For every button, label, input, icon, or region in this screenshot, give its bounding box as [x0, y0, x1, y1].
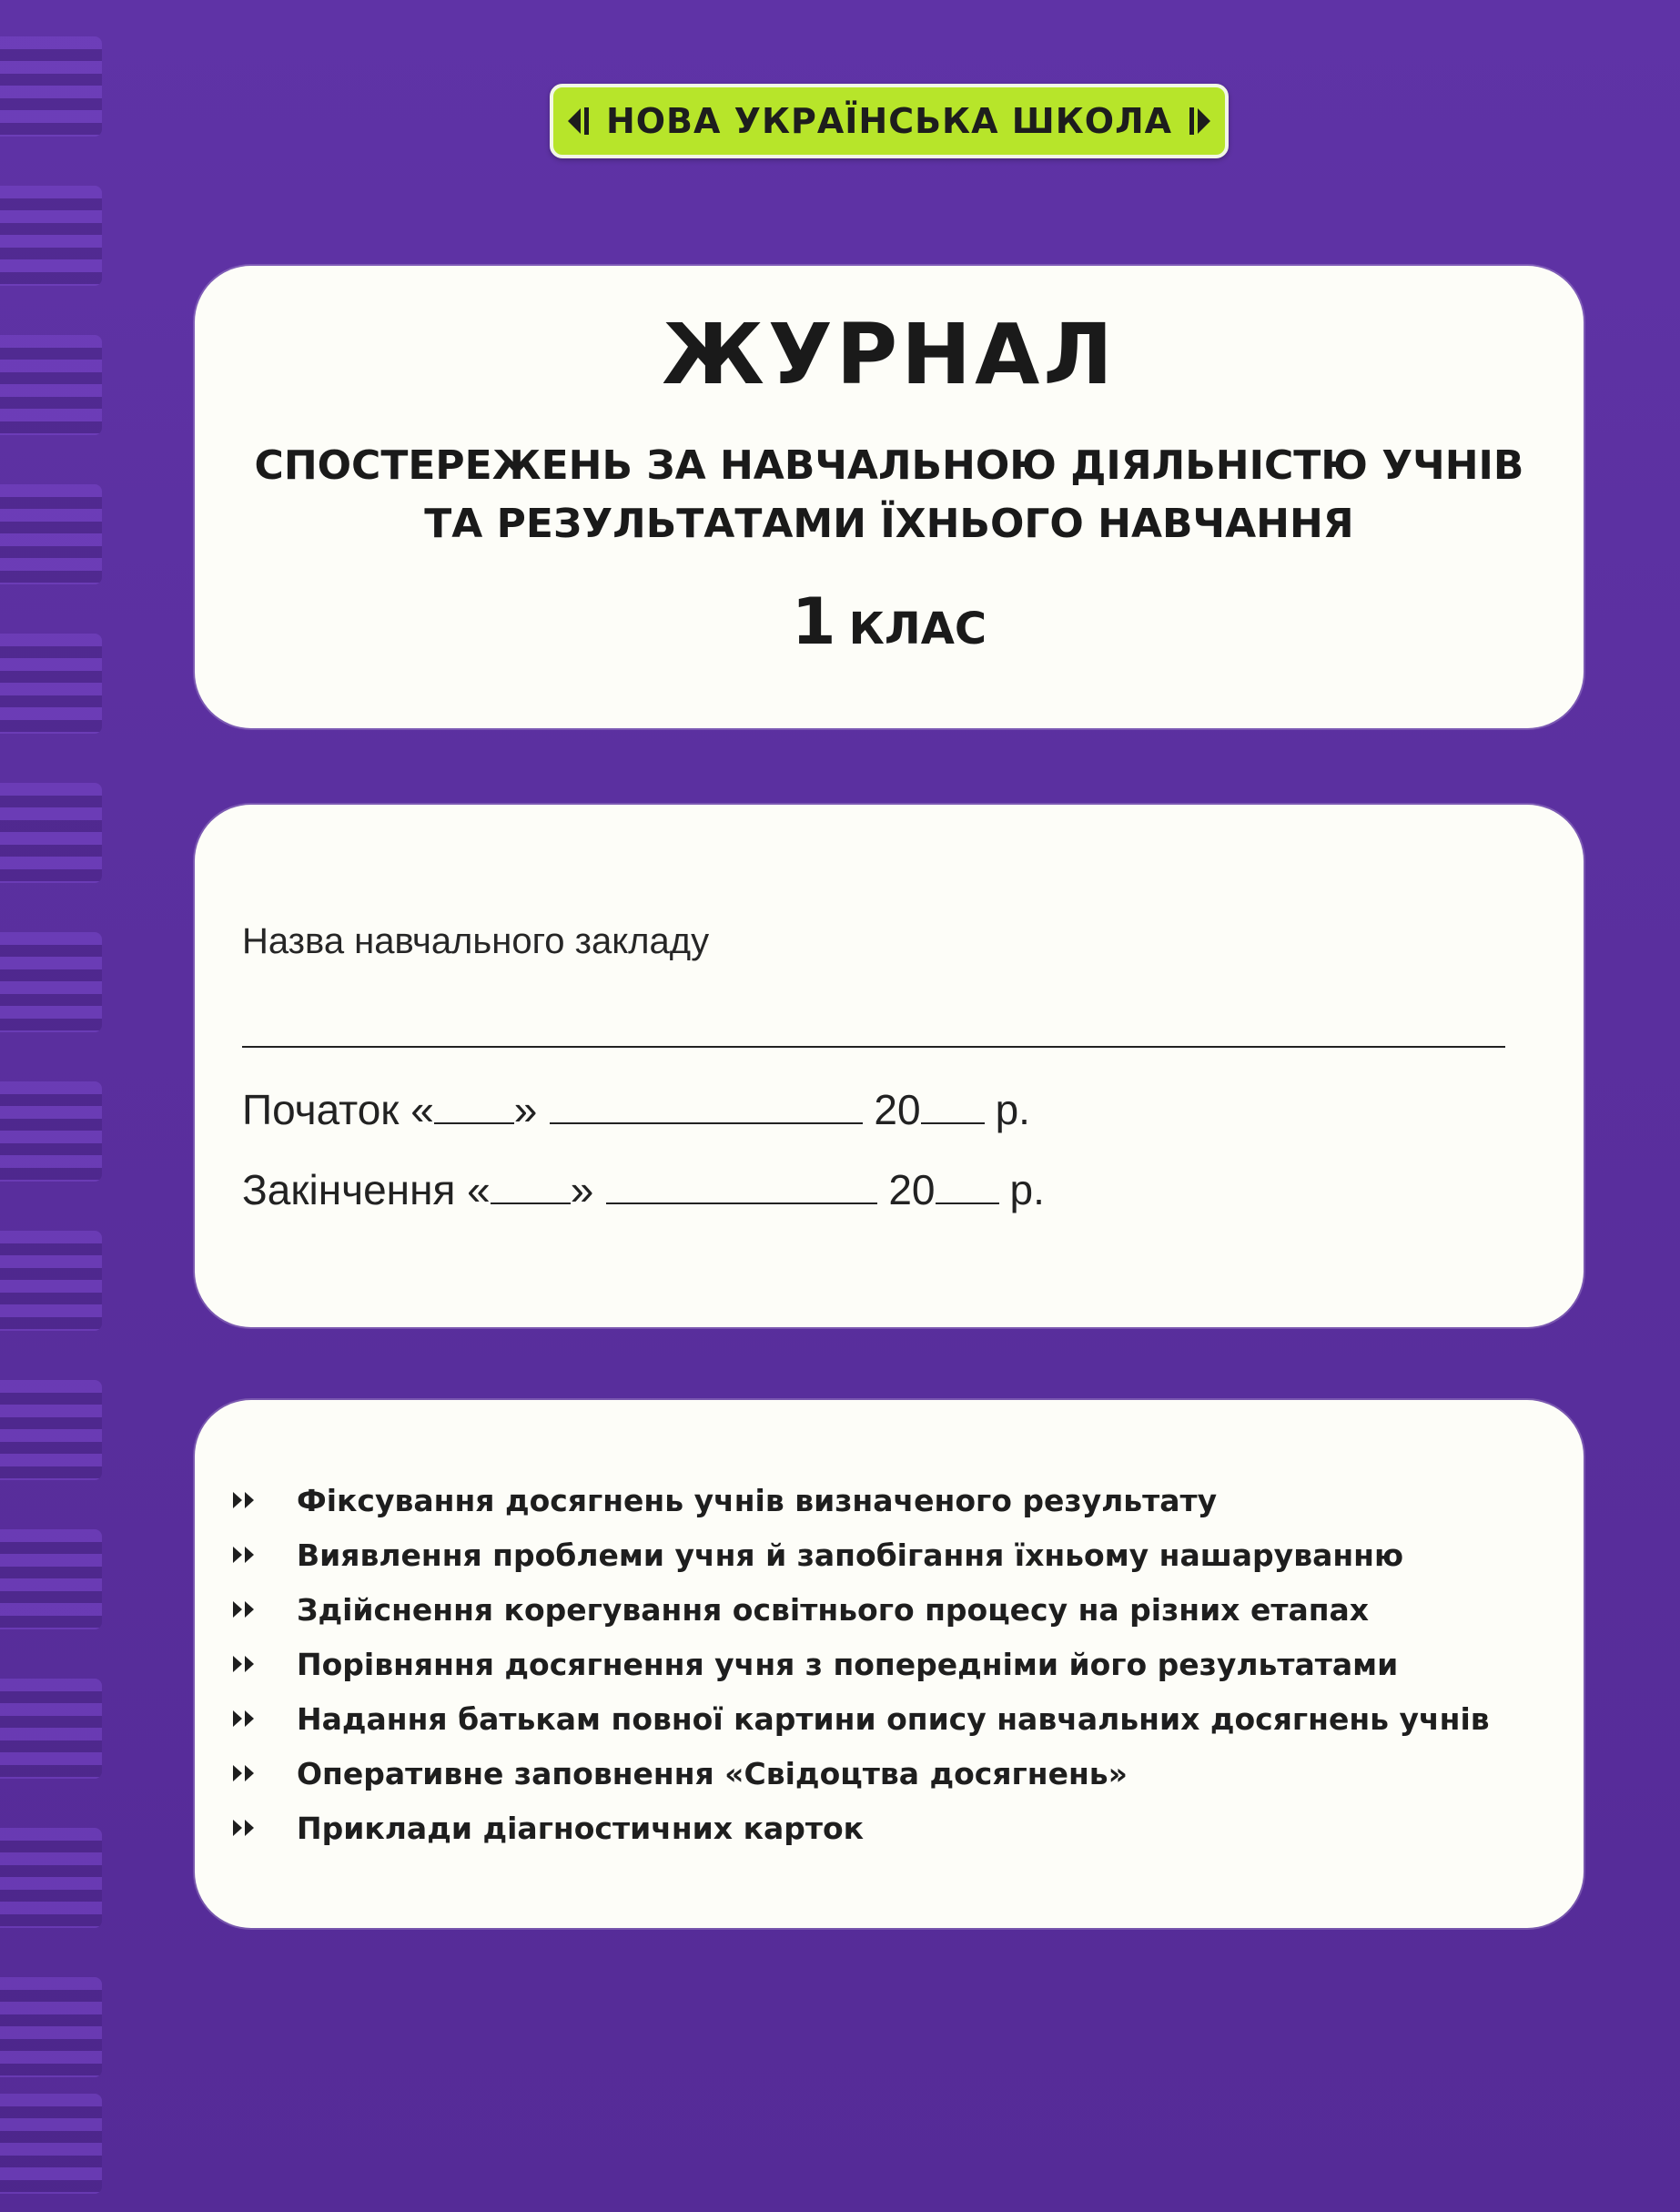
- play-left-icon: [566, 101, 590, 141]
- binding-slot: [0, 186, 102, 286]
- double-chevron-right-icon: [231, 1818, 264, 1838]
- features-panel: [195, 1400, 1584, 1928]
- start-quote-close: »: [513, 1086, 538, 1133]
- grade-word: КЛАС: [848, 604, 987, 654]
- start-label: Початок «: [242, 1086, 434, 1133]
- features-list: [231, 1473, 1490, 1855]
- feature-text: Надання батькам повної картини опису навчальних досягнень учнів: [297, 1700, 1490, 1737]
- binding-slot: [0, 36, 102, 137]
- feature-item: [231, 1691, 1490, 1746]
- double-chevron-right-icon: [231, 1654, 264, 1674]
- feature-item: [231, 1746, 1490, 1801]
- feature-item: [231, 1527, 1490, 1582]
- binding-slot: [0, 1380, 102, 1480]
- end-year-prefix: 20: [888, 1166, 936, 1213]
- binding-slot: [0, 1977, 102, 2077]
- end-day-blank[interactable]: [491, 1173, 571, 1204]
- end-year-suffix: р.: [1009, 1166, 1045, 1213]
- feature-text: Виявлення проблеми учня й запобігання їхньому нашаруванню: [297, 1537, 1404, 1573]
- spiral-binding: [0, 0, 109, 2212]
- grade-number: 1: [791, 584, 836, 659]
- binding-slot: [0, 1231, 102, 1331]
- institution-label: Назва навчального закладу: [242, 921, 710, 961]
- end-year-blank[interactable]: [936, 1173, 999, 1204]
- end-quote-close: »: [570, 1166, 594, 1213]
- feature-item: [231, 1473, 1490, 1527]
- binding-slot: [0, 2094, 102, 2194]
- fields-panel: [195, 805, 1584, 1327]
- start-year-prefix: 20: [874, 1086, 921, 1133]
- journal-subtitle-line2: ТА РЕЗУЛЬТАТАМИ ЇХНЬОГО НАВЧАННЯ: [424, 501, 1354, 547]
- double-chevron-right-icon: [231, 1599, 264, 1619]
- binding-slot: [0, 484, 102, 584]
- end-date-row: [242, 1165, 1045, 1214]
- double-chevron-right-icon: [231, 1763, 264, 1783]
- feature-text: Фіксування досягнень учнів визначеного результату: [297, 1482, 1218, 1518]
- start-year-suffix: р.: [995, 1086, 1030, 1133]
- series-badge: [550, 84, 1229, 158]
- double-chevron-right-icon: [231, 1490, 264, 1510]
- feature-text: Оперативне заповнення «Свідоцтва досягнень»: [297, 1755, 1128, 1791]
- journal-subtitle-line1: СПОСТЕРЕЖЕНЬ ЗА НАВЧАЛЬНОЮ ДІЯЛЬНІСТЮ УЧНІВ: [254, 442, 1524, 489]
- feature-text: Порівняння досягнення учня з попередніми його результатами: [297, 1646, 1399, 1682]
- binding-slot: [0, 932, 102, 1032]
- start-date-row: [242, 1085, 1030, 1134]
- start-year-blank[interactable]: [921, 1093, 985, 1124]
- binding-slot: [0, 1081, 102, 1182]
- start-day-blank[interactable]: [434, 1093, 514, 1124]
- binding-slot: [0, 783, 102, 883]
- start-month-blank[interactable]: [550, 1093, 863, 1124]
- binding-slot: [0, 634, 102, 734]
- feature-item: [231, 1637, 1490, 1691]
- feature-text: Здійснення корегування освітнього процесу на різних етапах: [297, 1591, 1370, 1628]
- feature-text: Приклади діагностичних карток: [297, 1810, 865, 1846]
- title-panel: [195, 266, 1584, 728]
- grade-label: [195, 584, 1584, 659]
- binding-slot: [0, 1529, 102, 1629]
- journal-title: ЖУРНАЛ: [662, 306, 1117, 403]
- end-month-blank[interactable]: [606, 1173, 877, 1204]
- end-label: Закінчення «: [242, 1166, 491, 1213]
- double-chevron-right-icon: [231, 1545, 264, 1565]
- feature-item: [231, 1582, 1490, 1637]
- play-right-icon: [1189, 101, 1212, 141]
- binding-slot: [0, 1679, 102, 1779]
- binding-slot: [0, 1828, 102, 1928]
- feature-item: [231, 1801, 1490, 1855]
- double-chevron-right-icon: [231, 1709, 264, 1729]
- binding-slot: [0, 335, 102, 435]
- institution-blank-line[interactable]: [242, 1046, 1505, 1048]
- series-badge-text: НОВА УКРАЇНСЬКА ШКОЛА: [605, 101, 1173, 141]
